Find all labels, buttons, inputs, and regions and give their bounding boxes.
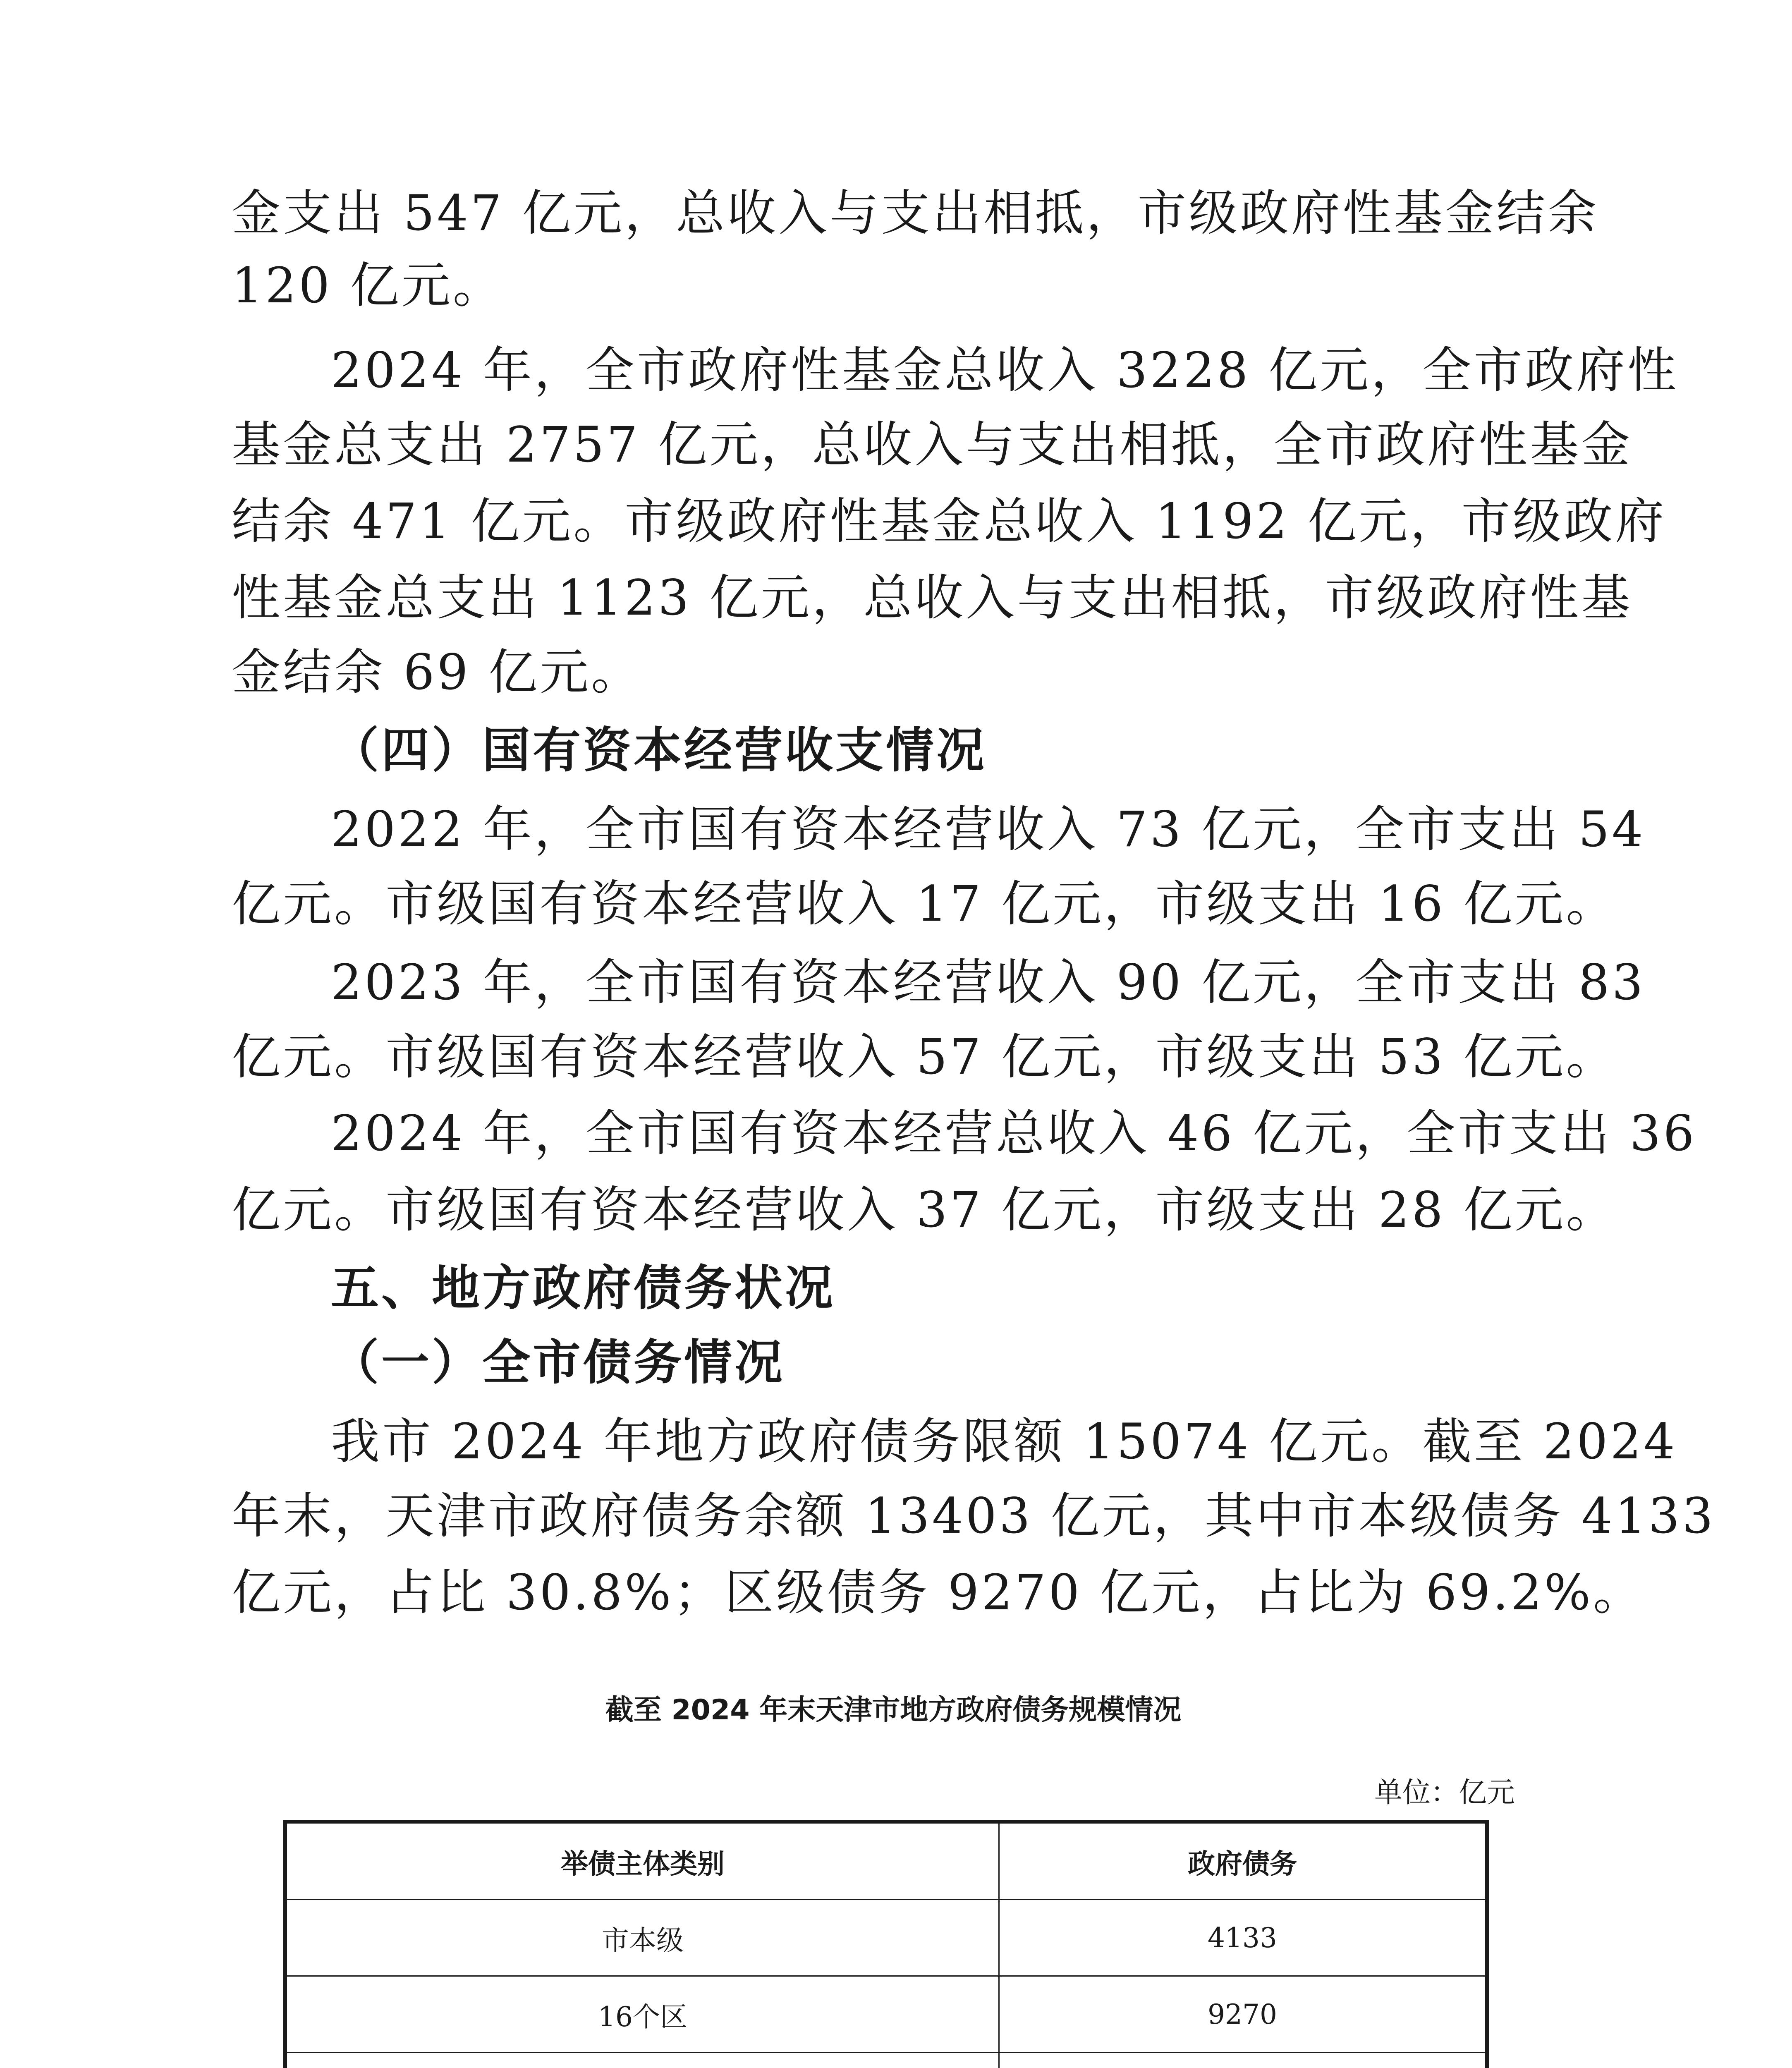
table-row xyxy=(285,1900,1487,1976)
table-unit: 单位：亿元 xyxy=(1374,1776,1515,1809)
table-cell: 16个区 xyxy=(285,1976,999,2053)
paragraph-line: 亿元，占比 30.8%；区级债务 9270 亿元，占比为 69.2%。 xyxy=(232,1564,1645,1621)
debt-table xyxy=(283,1820,1489,2068)
table-cell xyxy=(285,2053,999,2068)
paragraph-line: 亿元。市级国有资本经营收入 37 亿元，市级支出 28 亿元。 xyxy=(232,1181,1617,1238)
paragraph-line: 2024 年，全市政府性基金总收入 3228 亿元，全市政府性 xyxy=(331,342,1679,399)
paragraph-line: 结余 471 亿元。市级政府性基金总收入 1192 亿元，市级政府 xyxy=(232,493,1667,550)
table-cell: 市本级 xyxy=(285,1900,999,1976)
paragraph-line: 我市 2024 年地方政府债务限额 15074 亿元。截至 2024 xyxy=(331,1413,1677,1470)
paragraph-line: 2024 年，全市国有资本经营总收入 46 亿元，全市支出 36 xyxy=(331,1105,1697,1162)
table-cell xyxy=(999,2053,1487,2068)
paragraph-line: 亿元。市级国有资本经营收入 57 亿元，市级支出 53 亿元。 xyxy=(232,1028,1617,1085)
column-header: 举债主体类别 xyxy=(285,1822,999,1900)
section-heading-state-capital: （四）国有资本经营收支情况 xyxy=(331,723,987,778)
table-row xyxy=(285,1976,1487,2053)
paragraph-line: 金结余 69 亿元。 xyxy=(232,644,643,701)
paragraph-line: 120 亿元。 xyxy=(232,257,504,314)
paragraph-line: 年末，天津市政府债务余额 13403 亿元，其中市本级债务 4133 xyxy=(232,1487,1716,1544)
paragraph-line: 2022 年，全市国有资本经营收入 73 亿元，全市支出 54 xyxy=(331,801,1646,858)
paragraph-line: 2023 年，全市国有资本经营收入 90 亿元，全市支出 83 xyxy=(331,954,1646,1011)
section-heading-debt: 五、地方政府债务状况 xyxy=(331,1260,835,1316)
paragraph-line: 亿元。市级国有资本经营收入 17 亿元，市级支出 16 亿元。 xyxy=(232,875,1617,932)
table-cell: 4133 xyxy=(999,1900,1487,1976)
table-caption: 截至 2024 年末天津市地方政府债务规模情况 xyxy=(605,1694,1182,1726)
table-total-row xyxy=(285,2053,1487,2068)
table-header-row xyxy=(285,1822,1487,1900)
paragraph-line: 性基金总支出 1123 亿元，总收入与支出相抵，市级政府性基 xyxy=(232,569,1633,626)
column-header: 政府债务 xyxy=(999,1822,1487,1900)
paragraph-line: 金支出 547 亿元，总收入与支出相抵，市级政府性基金结余 xyxy=(232,184,1599,242)
table-cell: 9270 xyxy=(999,1976,1487,2053)
subsection-heading-citywide: （一）全市债务情况 xyxy=(331,1335,785,1391)
paragraph-line: 基金总支出 2757 亿元，总收入与支出相抵，全市政府性基金 xyxy=(232,416,1633,473)
